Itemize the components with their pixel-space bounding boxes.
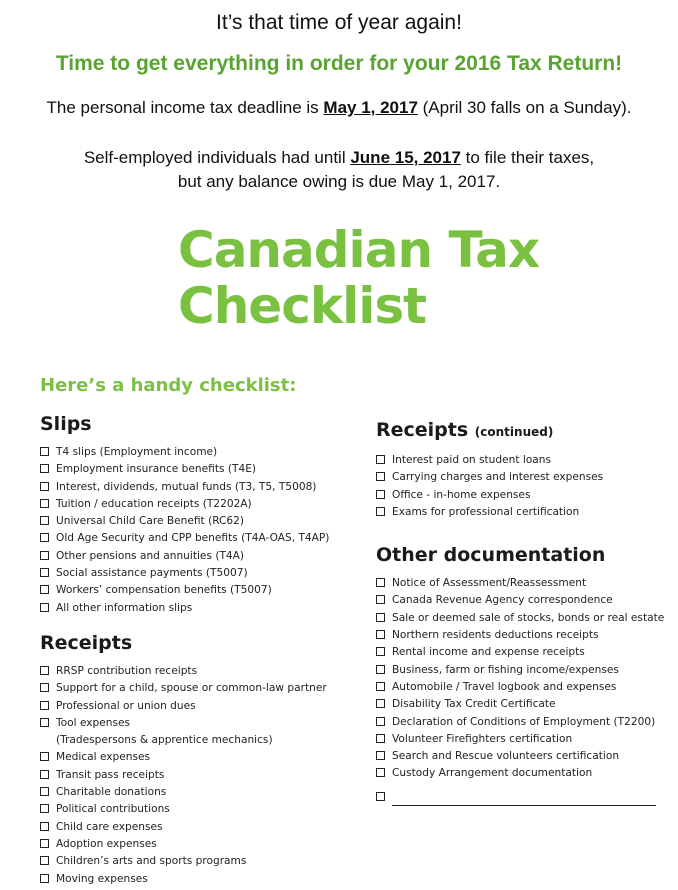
receipts-continued-suffix: (continued) <box>474 425 554 439</box>
checklist-item <box>40 784 360 801</box>
checklist-item-label: Canada Revenue Agency correspondence <box>392 594 613 607</box>
checklist-item <box>376 452 676 469</box>
checklist-item <box>40 871 360 888</box>
checkbox[interactable] <box>376 792 385 801</box>
checkbox[interactable] <box>40 482 49 491</box>
checklist-item-label: Medical expenses <box>56 751 151 764</box>
checkbox[interactable] <box>40 533 49 542</box>
checkbox[interactable] <box>40 839 49 848</box>
checkbox[interactable] <box>40 804 49 813</box>
checklist-item-label: Employment insurance benefits (T4E) <box>56 463 257 476</box>
checklist-item-label: Universal Child Care Benefit (RC62) <box>56 515 245 528</box>
checklist-item <box>40 600 360 617</box>
checkbox[interactable] <box>40 752 49 761</box>
checklist-item <box>40 582 360 599</box>
checklist-item <box>40 698 360 715</box>
checklist-item-label: Exams for professional certification <box>392 505 580 518</box>
checklist-item <box>376 487 676 504</box>
checklist-item <box>40 853 360 870</box>
checklist-title <box>178 222 658 334</box>
checkbox[interactable] <box>40 822 49 831</box>
checkbox[interactable] <box>376 665 385 674</box>
checklist-item-label: Sale or deemed sale of stocks, bonds or real estate <box>392 611 665 624</box>
checkbox[interactable] <box>376 768 385 777</box>
self-employed-line1 <box>0 146 678 170</box>
checkbox[interactable] <box>40 603 49 612</box>
checkbox[interactable] <box>40 447 49 456</box>
checklist-item <box>376 696 676 713</box>
checklist-item <box>40 444 360 461</box>
checkbox[interactable] <box>376 472 385 481</box>
checklist-item <box>40 565 360 582</box>
checklist-item <box>40 548 360 565</box>
receipts-continued-list <box>376 452 676 521</box>
checkbox[interactable] <box>40 770 49 779</box>
checklist-item-label: Support for a child, spouse or common-law partner <box>56 682 327 695</box>
headline: Time to get everything in order for your 2016 Tax Return! <box>55 52 623 75</box>
checklist-item-label: Rental income and expense receipts <box>392 646 585 659</box>
self-employed-suffix: to file their taxes, <box>460 148 595 167</box>
checklist-title-line1: Canadian Tax <box>178 221 540 279</box>
checklist-item <box>376 731 676 748</box>
checklist-item-label: Disability Tax Credit Certificate <box>392 698 556 711</box>
checkbox[interactable] <box>376 682 385 691</box>
checkbox[interactable] <box>376 613 385 622</box>
checklist-item <box>376 644 676 661</box>
checklist-item-label: Charitable donations <box>56 786 167 799</box>
checklist-item-label: Adoption expenses <box>56 837 157 850</box>
deadline-line <box>0 97 678 119</box>
right-column <box>376 418 676 806</box>
other-docs-title: Other documentation <box>376 544 606 567</box>
checklist-item <box>40 461 360 478</box>
checklist-item <box>40 715 360 750</box>
checkbox[interactable] <box>40 666 49 675</box>
left-column <box>40 412 360 888</box>
checklist-item <box>376 679 676 696</box>
checklist-item-label: Social assistance payments (T5007) <box>56 567 248 580</box>
checklist-item <box>40 680 360 697</box>
checklist-item <box>376 748 676 765</box>
checklist-item-label: Volunteer Firefighters certification <box>392 732 573 745</box>
checkbox[interactable] <box>40 787 49 796</box>
checkbox[interactable] <box>40 718 49 727</box>
checklist-item-label: Custody Arrangement documentation <box>392 767 593 780</box>
deadline-prefix: The personal income tax deadline is <box>46 98 324 117</box>
checklist-item <box>376 765 676 782</box>
checkbox[interactable] <box>40 683 49 692</box>
self-employed-block <box>0 146 678 194</box>
checklist-title-line2: Checklist <box>178 277 427 335</box>
receipts-list <box>40 663 360 888</box>
checkbox[interactable] <box>40 499 49 508</box>
self-employed-line2: but any balance owing is due May 1, 2017. <box>177 172 501 191</box>
checkbox[interactable] <box>40 568 49 577</box>
deadline-suffix: (April 30 falls on a Sunday). <box>417 98 632 117</box>
checklist-item <box>376 714 676 731</box>
checklist-item <box>376 592 676 609</box>
checklist-item-label: Tool expenses <box>56 716 131 729</box>
checklist-item-label: Automobile / Travel logbook and expenses <box>392 680 617 693</box>
checkbox[interactable] <box>376 578 385 587</box>
checklist-item-label: Northern residents deductions receipts <box>392 629 599 642</box>
checklist-item <box>40 819 360 836</box>
checklist-item <box>40 749 360 766</box>
checkbox[interactable] <box>40 464 49 473</box>
checklist-item <box>40 496 360 513</box>
checklist-item-label: Old Age Security and CPP benefits (T4A-OAS, T4AP) <box>56 532 330 545</box>
checklist-item-label: Notice of Assessment/Reassessment <box>392 577 587 590</box>
checkbox[interactable] <box>40 701 49 710</box>
checklist-item-label: Other pensions and annuities (T4A) <box>56 549 245 562</box>
intro-line: It’s that time of year again! <box>216 11 462 34</box>
checklist-item-label: Political contributions <box>56 803 170 816</box>
checklist-item-label: Moving expenses <box>56 872 148 885</box>
blank-write-in-line[interactable] <box>392 794 656 806</box>
checkbox[interactable] <box>376 507 385 516</box>
checkbox[interactable] <box>40 874 49 883</box>
receipts-continued-title <box>376 418 676 444</box>
checklist-item <box>376 504 676 521</box>
slips-title: Slips <box>40 413 92 435</box>
checkbox[interactable] <box>376 699 385 708</box>
checklist-item <box>376 627 676 644</box>
checklist-item <box>40 836 360 853</box>
checklist-item-label: Declaration of Conditions of Employment (T2200) <box>392 715 656 728</box>
checkbox[interactable] <box>376 455 385 464</box>
checkbox[interactable] <box>40 856 49 865</box>
checkbox[interactable] <box>376 595 385 604</box>
spacer <box>376 521 676 543</box>
checklist-item-label: Interest paid on student loans <box>392 454 552 466</box>
checklist-item <box>40 479 360 496</box>
checkbox[interactable] <box>376 647 385 656</box>
checklist-item <box>40 513 360 530</box>
checklist-item <box>376 662 676 679</box>
checklist-item-label: Children’s arts and sports programs <box>56 855 247 868</box>
checklist-item-label: Professional or union dues <box>56 699 196 712</box>
other-docs-list <box>376 575 676 806</box>
checklist-item <box>40 530 360 547</box>
receipts-continued-label: Receipts <box>376 419 469 441</box>
deadline-date: May 1, 2017 <box>323 98 418 117</box>
checklist-item-label: Carrying charges and interest expenses <box>392 471 604 484</box>
checklist-item <box>40 663 360 680</box>
self-employed-prefix: Self-employed individuals had until <box>83 148 351 167</box>
slips-list <box>40 444 360 617</box>
checkbox[interactable] <box>40 585 49 594</box>
checklist-item-label: Workers’ compensation benefits (T5007) <box>56 584 272 597</box>
checkbox[interactable] <box>376 630 385 639</box>
checkbox[interactable] <box>376 751 385 760</box>
checklist-item <box>376 575 676 592</box>
checklist-item-label: All other information slips <box>56 601 193 614</box>
checklist-item <box>376 610 676 627</box>
checklist-item-label: Search and Rescue volunteers certification <box>392 750 620 763</box>
self-employed-date: June 15, 2017 <box>350 148 461 167</box>
spacer <box>40 617 360 631</box>
checkbox[interactable] <box>40 551 49 560</box>
checklist-item <box>40 801 360 818</box>
checklist-item <box>376 469 676 486</box>
checkbox[interactable] <box>376 717 385 726</box>
checkbox[interactable] <box>376 734 385 743</box>
checklist-item-blank <box>376 789 676 806</box>
checklist-item-label: Tuition / education receipts (T2202A) <box>56 497 252 510</box>
checklist-item-label: Office - in-home expenses <box>392 488 531 501</box>
checklist-item-label: Transit pass receipts <box>56 768 165 781</box>
checkbox[interactable] <box>40 516 49 525</box>
receipts-title: Receipts <box>40 631 133 654</box>
checklist-item-label: Business, farm or fishing income/expenses <box>392 663 619 676</box>
checkbox[interactable] <box>376 490 385 499</box>
checklist-item-label: Interest, dividends, mutual funds (T3, T5, T5008) <box>56 480 317 493</box>
checklist-item-label: Child care expenses <box>56 820 163 833</box>
checklist-item-label: T4 slips (Employment income) <box>56 446 218 458</box>
handy-heading: Here’s a handy checklist: <box>40 375 297 396</box>
checklist-item-label: RRSP contribution receipts <box>56 664 198 677</box>
checklist-item <box>40 767 360 784</box>
checklist-item-sublabel: (Tradespersons & apprentice mechanics) <box>56 734 273 747</box>
